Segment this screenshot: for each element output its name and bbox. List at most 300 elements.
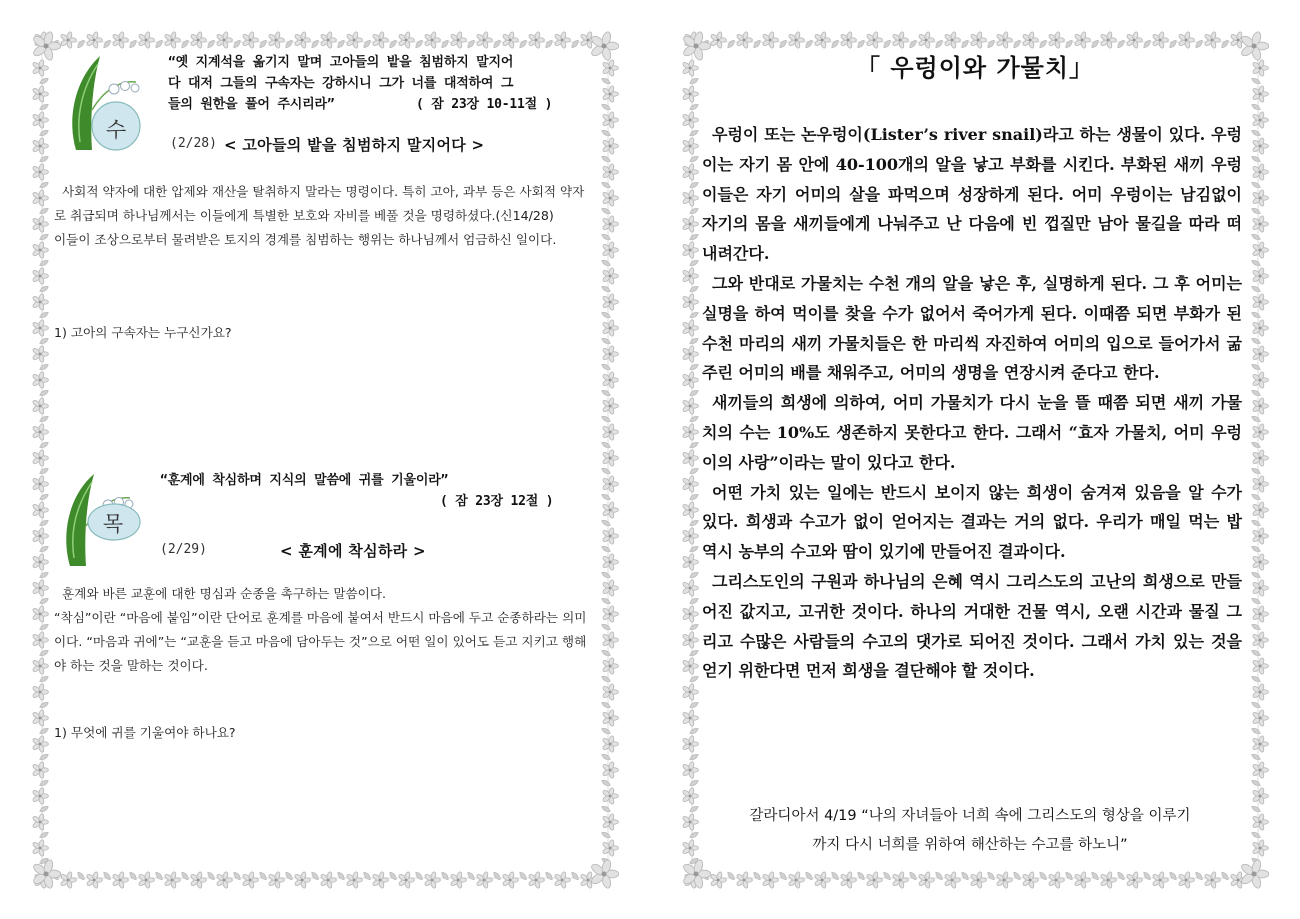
- essay-title: 「 우렁이와 가물치」: [856, 54, 1094, 82]
- ornament-leaf: [601, 441, 612, 450]
- ornament-leaf: [39, 753, 50, 762]
- ornament-leaf: [1251, 857, 1262, 866]
- ornament-leaf: [440, 39, 450, 50]
- ornament-leaf: [518, 871, 528, 882]
- ornament-leaf: [102, 871, 112, 882]
- ornament-flower: [1252, 709, 1269, 726]
- ornament-flower: [682, 501, 699, 518]
- ornament-leaf: [76, 871, 86, 882]
- ornament-flower: [138, 871, 155, 888]
- essay-paragraph: 그리스도인의 구원과 하나님의 은혜 역시 그리스도의 고난의 희생으로 만들어진 값지고, 고귀한 것이다. 하나의 거대한 건물 역시, 오랜 시간과 물질 그리고 수많은 사람들의 수고의 댓가로 되어진 것이다. 그래서 가치 있는 것을 얻기 위한다면 먼저 희생을 결단해야 할 것이다.: [702, 571, 1242, 681]
- ornament-leaf: [596, 871, 606, 882]
- ornament-flower: [346, 31, 363, 48]
- ornament-leaf: [596, 39, 606, 50]
- ornament-flower: [602, 527, 619, 544]
- ornament-flower: [320, 871, 337, 888]
- friday-verse: [160, 470, 600, 512]
- ornament-flower: [32, 59, 49, 76]
- ornament-leaf: [414, 871, 424, 882]
- ornament-flower: [32, 215, 49, 232]
- ornament-flower: [866, 871, 883, 888]
- ornament-flower: [602, 345, 619, 362]
- ornament-leaf: [689, 597, 700, 606]
- ornament-flower: [424, 871, 441, 888]
- ornament-flower: [32, 449, 49, 466]
- ornament-flower: [762, 871, 779, 888]
- ornament-leaf: [1251, 493, 1262, 502]
- ornament-flower: [602, 709, 619, 726]
- ornament-leaf: [601, 545, 612, 554]
- ornament-flower: [294, 31, 311, 48]
- ornament-flower: [602, 267, 619, 284]
- ornament-flower: [554, 871, 571, 888]
- ornament-flower: [710, 871, 727, 888]
- ornament-leaf: [39, 467, 50, 476]
- ornament-flower: [1252, 579, 1269, 596]
- ornament-flower: [602, 839, 619, 856]
- ornament-leaf: [310, 871, 320, 882]
- ornament-leaf: [689, 129, 700, 138]
- ornament-leaf: [39, 805, 50, 814]
- ornament-leaf: [1090, 871, 1100, 882]
- ornament-flower: [682, 293, 699, 310]
- ornament-flower: [32, 267, 49, 284]
- ornament-leaf: [1251, 129, 1262, 138]
- ornament-flower: [112, 31, 129, 48]
- ornament-leaf: [689, 363, 700, 372]
- ornament-flower: [1252, 163, 1269, 180]
- ornament-leaf: [1251, 363, 1262, 372]
- ornament-flower: [268, 871, 285, 888]
- ornament-flower: [682, 137, 699, 154]
- ornament-leaf: [570, 871, 580, 882]
- ornament-flower: [32, 371, 49, 388]
- ornament-flower: [1048, 871, 1065, 888]
- ornament-flower: [1022, 31, 1039, 48]
- ornament-flower: [602, 293, 619, 310]
- ornament-flower: [602, 813, 619, 830]
- ornament-flower: [892, 31, 909, 48]
- ornament-leaf: [1251, 571, 1262, 580]
- ornament-flower: [682, 397, 699, 414]
- ornament-leaf: [601, 155, 612, 164]
- ornament-leaf: [689, 207, 700, 216]
- ornament-leaf: [414, 39, 424, 50]
- ornament-flower: [1252, 345, 1269, 362]
- ornament-flower: [602, 501, 619, 518]
- ornament-flower: [682, 527, 699, 544]
- ornament-flower: [1230, 871, 1247, 888]
- ornament-flower: [682, 683, 699, 700]
- ornament-flower: [682, 579, 699, 596]
- ornament-leaf: [1251, 623, 1262, 632]
- ornament-leaf: [1012, 871, 1022, 882]
- ornament-leaf: [336, 871, 346, 882]
- ornament-leaf: [39, 155, 50, 164]
- ornament-leaf: [39, 571, 50, 580]
- ornament-leaf: [440, 871, 450, 882]
- ornament-leaf: [689, 155, 700, 164]
- ornament-leaf: [689, 675, 700, 684]
- ornament-flower: [1126, 871, 1143, 888]
- ornament-flower: [1252, 735, 1269, 752]
- ornament-flower: [682, 553, 699, 570]
- ornament-leaf: [1251, 103, 1262, 112]
- ornament-flower: [112, 871, 129, 888]
- ornament-leaf: [908, 871, 918, 882]
- verse-line: “옛 지계석을 옮기지 말며 고아들의 밭을 침범하지 말지어: [168, 55, 514, 70]
- ornament-flower: [840, 871, 857, 888]
- ornament-flower: [602, 423, 619, 440]
- ornament-leaf: [1251, 467, 1262, 476]
- ornament-flower: [602, 241, 619, 258]
- ornament-leaf: [689, 493, 700, 502]
- ornament-flower: [602, 787, 619, 804]
- ornament-flower: [1252, 111, 1269, 128]
- ornament-leaf: [39, 649, 50, 658]
- essay-paragraph: 우렁이 또는 논우렁이(Lister’s river snail)라고 하는 생물이 있다. 우렁이는 자기 몸 안에 40-100개의 알을 낳고 부화를 시킨다. 부화된 새끼 우렁이들은 자기 어미의 살을 파먹으며 성장하게 된다. 어미 우렁이는 남김없이 자기의 몸을 새끼들에게 나눠주고 난 다음에 빈 껍질만 남아 물길을 따라 떠내려간다.: [702, 125, 1242, 264]
- ornament-leaf: [1251, 415, 1262, 424]
- ornament-flower: [1252, 215, 1269, 232]
- ornament-leaf: [1251, 311, 1262, 320]
- ornament-flower: [1252, 553, 1269, 570]
- ornament-flower: [840, 31, 857, 48]
- ornament-flower: [502, 871, 519, 888]
- ornament-flower: [1252, 813, 1269, 830]
- ornament-leaf: [1251, 285, 1262, 294]
- ornament-leaf: [39, 623, 50, 632]
- ornament-flower: [1048, 31, 1065, 48]
- ornament-flower: [602, 319, 619, 336]
- ornament-leaf: [689, 571, 700, 580]
- ornament-flower: [1252, 631, 1269, 648]
- ornament-flower: [814, 31, 831, 48]
- ornament-flower: [450, 31, 467, 48]
- ornament-flower: [32, 683, 49, 700]
- ornament-flower: [502, 31, 519, 48]
- ornament-leaf: [1251, 519, 1262, 528]
- ornament-leaf: [39, 77, 50, 86]
- ornament-flower: [682, 319, 699, 336]
- essay-paragraph: 어떤 가치 있는 일에는 반드시 보이지 않는 희생이 숨겨져 있음을 알 수가 있다. 희생과 수고가 없이 얻어지는 결과는 거의 없다. 우리가 매일 먹는 밥 역시 농부의 수고와 땀이 있기에 만들어진 결과이다.: [702, 482, 1242, 562]
- body-paragraph: 이들이 조상으로부터 물려받은 토지의 경계를 침범하는 행위는 하나님께서 엄금하신 일이다.: [54, 232, 557, 247]
- footer-verse: [690, 802, 1250, 860]
- ornament-flower: [1152, 31, 1169, 48]
- ornament-flower: [682, 475, 699, 492]
- ornament-leaf: [1246, 871, 1256, 882]
- ornament-flower: [682, 85, 699, 102]
- ornament-leaf: [39, 207, 50, 216]
- ornament-flower: [32, 241, 49, 258]
- body-paragraph: 사회적 약자에 대한 압제와 재산을 탈취하지 말라는 명령이다. 특히 고아, 과부 등은 사회적 약자로 취급되며 하나님께서는 이들에게 특별한 보호와 자비를 베풀 것을 명령하셨다.(신14/28): [54, 184, 585, 223]
- ornament-leaf: [689, 545, 700, 554]
- ornament-leaf: [39, 415, 50, 424]
- ornament-leaf: [39, 337, 50, 346]
- ornament-leaf: [601, 259, 612, 268]
- ornament-leaf: [778, 871, 788, 882]
- ornament-flower: [682, 241, 699, 258]
- ornament-flower: [944, 31, 961, 48]
- ornament-leaf: [689, 103, 700, 112]
- ornament-flower: [1252, 189, 1269, 206]
- ornament-flower: [164, 31, 181, 48]
- ornament-flower: [918, 31, 935, 48]
- ornament-leaf: [601, 649, 612, 658]
- ornament-flower: [1252, 449, 1269, 466]
- ornament-flower: [682, 111, 699, 128]
- ornament-flower: [32, 345, 49, 362]
- ornament-leaf: [601, 571, 612, 580]
- ornament-leaf: [689, 623, 700, 632]
- ornament-leaf: [601, 727, 612, 736]
- ornament-leaf: [601, 623, 612, 632]
- ornament-flower: [682, 605, 699, 622]
- ornament-leaf: [601, 363, 612, 372]
- ornament-leaf: [492, 39, 502, 50]
- ornament-leaf: [180, 39, 190, 50]
- ornament-flower: [1074, 31, 1091, 48]
- ornament-flower: [1204, 31, 1221, 48]
- ornament-leaf: [1064, 871, 1074, 882]
- ornament-leaf: [601, 597, 612, 606]
- ornament-leaf: [39, 181, 50, 190]
- ornament-leaf: [180, 871, 190, 882]
- ornament-flower: [1240, 859, 1269, 889]
- ornament-leaf: [1251, 675, 1262, 684]
- ornament-flower: [398, 31, 415, 48]
- ornament-flower: [216, 31, 233, 48]
- ornament-flower: [682, 761, 699, 778]
- ornament-flower: [970, 871, 987, 888]
- ornament-leaf: [544, 871, 554, 882]
- ornament-leaf: [689, 285, 700, 294]
- ornament-leaf: [39, 675, 50, 684]
- ornament-flower: [590, 859, 619, 889]
- ornament-leaf: [601, 181, 612, 190]
- ornament-leaf: [1251, 701, 1262, 710]
- ornament-leaf: [362, 871, 372, 882]
- ornament-flower: [602, 137, 619, 154]
- ornament-leaf: [1116, 871, 1126, 882]
- ornament-leaf: [50, 39, 60, 50]
- ornament-leaf: [518, 39, 528, 50]
- ornament-leaf: [102, 39, 112, 50]
- ornament-leaf: [689, 233, 700, 242]
- ornament-leaf: [856, 871, 866, 882]
- ornament-flower: [32, 657, 49, 674]
- ornament-leaf: [689, 415, 700, 424]
- ornament-flower: [602, 215, 619, 232]
- ornament-leaf: [128, 871, 138, 882]
- ornament-flower: [1022, 871, 1039, 888]
- ornament-flower: [528, 31, 545, 48]
- ornament-flower: [476, 31, 493, 48]
- ornament-leaf: [1251, 649, 1262, 658]
- ornament-leaf: [601, 493, 612, 502]
- ornament-leaf: [1251, 831, 1262, 840]
- ornament-leaf: [1142, 871, 1152, 882]
- ornament-leaf: [1194, 871, 1204, 882]
- ornament-flower: [602, 605, 619, 622]
- ornament-flower: [1252, 293, 1269, 310]
- ornament-flower: [32, 319, 49, 336]
- ornament-flower: [450, 871, 467, 888]
- essay-body: [702, 120, 1242, 686]
- day-badge-char: 수: [105, 118, 127, 142]
- ornament-flower: [918, 871, 935, 888]
- ornament-leaf: [601, 337, 612, 346]
- friday-body: [54, 582, 594, 678]
- ornament-leaf: [752, 871, 762, 882]
- ornament-flower: [424, 31, 441, 48]
- ornament-leaf: [804, 871, 814, 882]
- ornament-leaf: [601, 805, 612, 814]
- border-frame: [42, 42, 608, 878]
- ornament-flower: [892, 871, 909, 888]
- ornament-flower: [320, 31, 337, 48]
- ornament-leaf: [1251, 779, 1262, 788]
- ornament-flower: [32, 787, 49, 804]
- ornament-flower: [32, 423, 49, 440]
- ornament-flower: [190, 31, 207, 48]
- ornament-leaf: [689, 727, 700, 736]
- essay-paragraph: 그와 반대로 가물치는 수천 개의 알을 낳은 후, 실명하게 된다. 그 후 어미는 실명을 하여 먹이를 찾을 수가 없어서 죽어가게 된다. 이때쯤 되면 부화가 된 수천 마리의 새끼 가물치들은 한 마리씩 자진하여 어미의 입으로 들어가서 굶주린 어미의 배를 채워주고, 어미의 생명을 연장시켜 준다고 한다.: [702, 273, 1242, 383]
- ornament-flower: [1100, 871, 1117, 888]
- ornament-leaf: [1251, 207, 1262, 216]
- ornament-flower: [682, 371, 699, 388]
- ornament-flower: [32, 579, 49, 596]
- ornament-flower: [1252, 267, 1269, 284]
- ornament-leaf: [232, 39, 242, 50]
- verse-reference: ( 잠 23장 10-11절 ): [416, 97, 553, 112]
- ornament-leaf: [39, 701, 50, 710]
- ornament-flower: [32, 31, 61, 61]
- ornament-leaf: [154, 871, 164, 882]
- ornament-flower: [682, 423, 699, 440]
- ornament-flower: [1252, 683, 1269, 700]
- ornament-leaf: [39, 129, 50, 138]
- ornament-leaf: [39, 233, 50, 242]
- ornament-flower: [602, 657, 619, 674]
- ornament-leaf: [310, 39, 320, 50]
- ornament-flower: [1252, 319, 1269, 336]
- ornament-flower: [996, 31, 1013, 48]
- ornament-leaf: [1251, 337, 1262, 346]
- ornament-leaf: [362, 39, 372, 50]
- ornament-leaf: [689, 649, 700, 658]
- ornament-leaf: [1220, 871, 1230, 882]
- ornament-flower: [1126, 31, 1143, 48]
- ornament-flower: [346, 871, 363, 888]
- ornament-leaf: [601, 129, 612, 138]
- ornament-flower: [32, 293, 49, 310]
- ornament-flower: [970, 31, 987, 48]
- ornament-flower: [682, 267, 699, 284]
- ornament-flower: [294, 871, 311, 888]
- ornament-flower: [32, 163, 49, 180]
- ornament-flower: [602, 761, 619, 778]
- ornament-flower: [32, 501, 49, 518]
- ornament-flower: [602, 449, 619, 466]
- ornament-flower: [602, 735, 619, 752]
- ornament-leaf: [1251, 259, 1262, 268]
- ornament-flower: [398, 871, 415, 888]
- ornament-flower: [1100, 31, 1117, 48]
- ornament-leaf: [689, 259, 700, 268]
- ornament-flower: [684, 871, 701, 888]
- ornament-leaf: [1251, 597, 1262, 606]
- ornament-leaf: [1251, 441, 1262, 450]
- ornament-flower: [602, 631, 619, 648]
- ornament-flower: [736, 871, 753, 888]
- ornament-flower: [554, 31, 571, 48]
- ornament-flower: [602, 553, 619, 570]
- ornament-leaf: [39, 285, 50, 294]
- ornament-leaf: [570, 39, 580, 50]
- ornament-flower: [602, 371, 619, 388]
- ornament-leaf: [39, 597, 50, 606]
- ornament-flower: [944, 871, 961, 888]
- ornament-leaf: [1251, 181, 1262, 190]
- question: 1) 고아의 구속자는 누구신가요?: [54, 325, 232, 340]
- friday-badge: [56, 470, 148, 580]
- ornament-leaf: [601, 701, 612, 710]
- ornament-leaf: [1251, 753, 1262, 762]
- ornament-flower: [682, 449, 699, 466]
- ornament-leaf: [1251, 727, 1262, 736]
- ornament-flower: [32, 527, 49, 544]
- ornament-leaf: [726, 871, 736, 882]
- thursday-badge: [62, 50, 154, 160]
- ornament-leaf: [466, 871, 476, 882]
- essay-paragraph: 새끼들의 희생에 의하여, 어미 가물치가 다시 눈을 뜰 때쯤 되면 새끼 가물치의 수는 10%도 생존하지 못한다고 한다. 그래서 “효자 가물치, 어미 우렁이의 사랑”이라는 말이 있다고 한다.: [702, 393, 1242, 472]
- ornament-leaf: [601, 831, 612, 840]
- ornament-leaf: [39, 259, 50, 268]
- ornament-leaf: [39, 311, 50, 320]
- ornament-leaf: [1251, 805, 1262, 814]
- day-badge-char: 목: [102, 512, 124, 536]
- ornament-leaf: [544, 39, 554, 50]
- ornament-leaf: [39, 493, 50, 502]
- ornament-leaf: [601, 233, 612, 242]
- ornament-leaf: [601, 519, 612, 528]
- ornament-flower: [788, 31, 805, 48]
- ornament-flower: [866, 31, 883, 48]
- ornament-flower: [1074, 871, 1091, 888]
- ornament-leaf: [1251, 233, 1262, 242]
- ornament-flower: [736, 31, 753, 48]
- ornament-flower: [32, 397, 49, 414]
- ornament-flower: [682, 215, 699, 232]
- ornament-leaf: [39, 519, 50, 528]
- ornament-flower: [682, 631, 699, 648]
- section-heading: < 고아들의 밭을 침범하지 말지어다 >: [224, 136, 485, 154]
- ornament-leaf: [601, 207, 612, 216]
- ornament-flower: [528, 871, 545, 888]
- ornament-leaf: [689, 441, 700, 450]
- ornament-leaf: [1251, 545, 1262, 554]
- ornament-leaf: [39, 857, 50, 866]
- ornament-flower: [32, 761, 49, 778]
- date-label: (2/29): [160, 542, 207, 557]
- ornament-leaf: [830, 871, 840, 882]
- ornament-flower: [762, 31, 779, 48]
- thursday-verse: [168, 52, 608, 115]
- ornament-flower: [1252, 475, 1269, 492]
- ornament-flower: [602, 579, 619, 596]
- ornament-flower: [1204, 871, 1221, 888]
- ornament-flower: [1252, 605, 1269, 622]
